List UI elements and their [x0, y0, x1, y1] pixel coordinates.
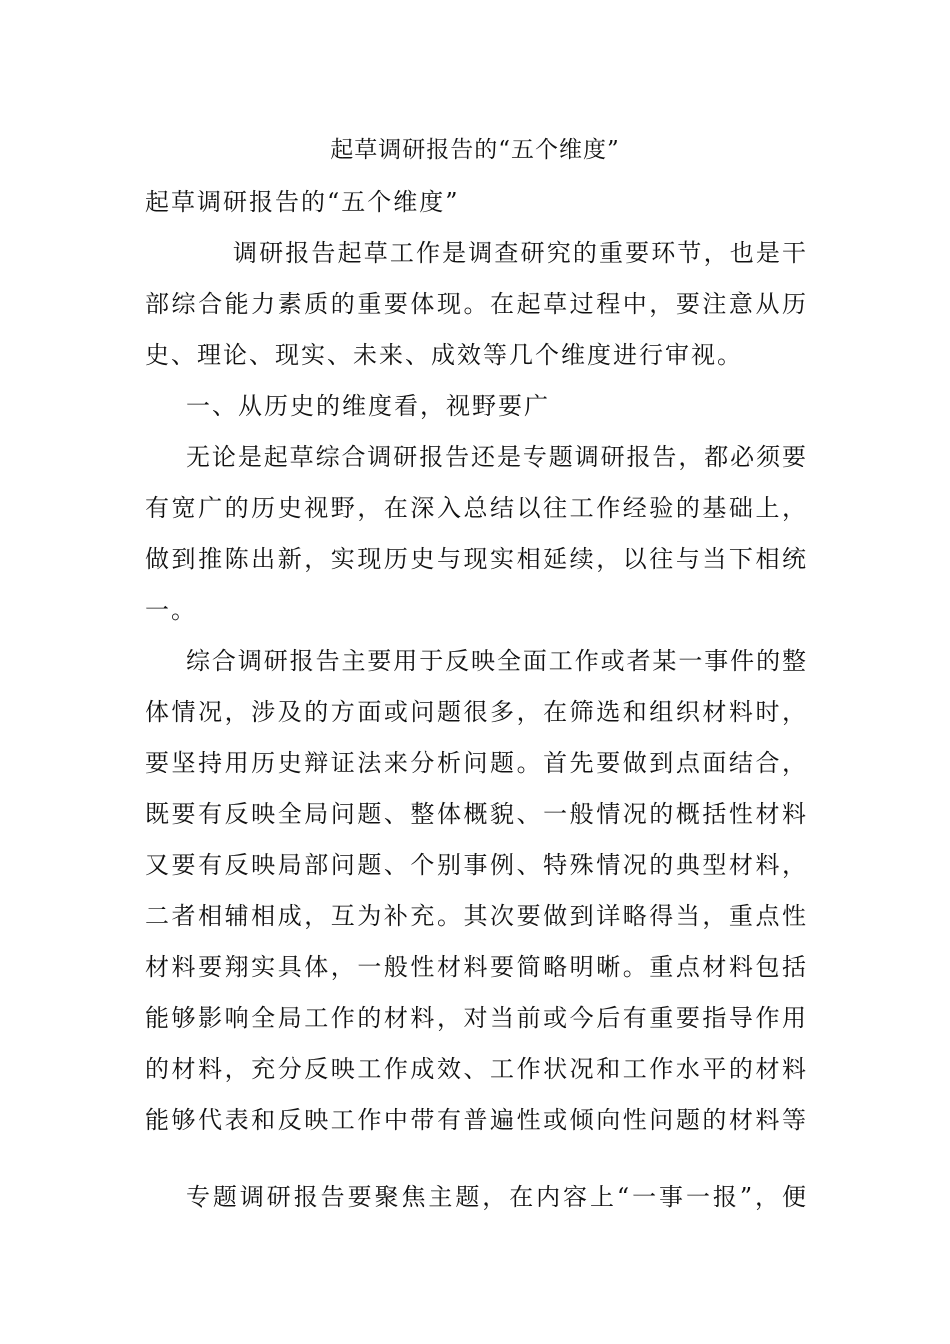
paragraph-line: 调研报告起草工作是调查研究的重要环节，也是干: [233, 239, 806, 267]
paragraph-line: 的材料，充分反映工作成效、工作状况和工作水平的材料: [145, 1055, 806, 1083]
paragraph-line: 无论是起草综合调研报告还是专题调研报告，都必须要: [186, 443, 806, 471]
paragraph-line: 史、理论、现实、未来、成效等几个维度进行审视。: [145, 341, 743, 369]
document-subtitle: 起草调研报告的“五个维度”: [145, 188, 460, 216]
paragraph-line: 综合调研报告主要用于反映全面工作或者某一事件的整: [186, 647, 806, 675]
paragraph-line: 体情况，涉及的方面或问题很多，在筛选和组织材料时，: [145, 698, 806, 726]
paragraph-line: 有宽广的历史视野，在深入总结以往工作经验的基础上，: [145, 494, 806, 522]
paragraph-line: 能够影响全局工作的材料，对当前或今后有重要指导作用: [145, 1004, 806, 1032]
paragraph-line: 能够代表和反映工作中带有普遍性或倾向性问题的材料等: [145, 1106, 806, 1134]
paragraph-line: 部综合能力素质的重要体现。在起草过程中，要注意从历: [145, 290, 806, 318]
paragraph-line: 专题调研报告要聚焦主题，在内容上“一事一报”，便: [186, 1183, 806, 1211]
paragraph-line: 要坚持用历史辩证法来分析问题。首先要做到点面结合，: [145, 749, 806, 777]
paragraph-line: 做到推陈出新，实现历史与现实相延续，以往与当下相统: [145, 545, 806, 573]
paragraph-line: 材料要翔实具体，一般性材料要简略明晰。重点材料包括: [145, 953, 806, 981]
paragraph-line: 既要有反映全局问题、整体概貌、一般情况的概括性材料: [145, 800, 806, 828]
section-heading: 一、从历史的维度看，视野要广: [186, 392, 550, 420]
paragraph-line: 又要有反映局部问题、个别事例、特殊情况的典型材料，: [145, 851, 806, 879]
paragraph-line: 一。: [145, 596, 197, 624]
document-title: 起草调研报告的“五个维度”: [330, 137, 620, 163]
paragraph-line: 二者相辅相成，互为补充。其次要做到详略得当，重点性: [145, 902, 806, 930]
